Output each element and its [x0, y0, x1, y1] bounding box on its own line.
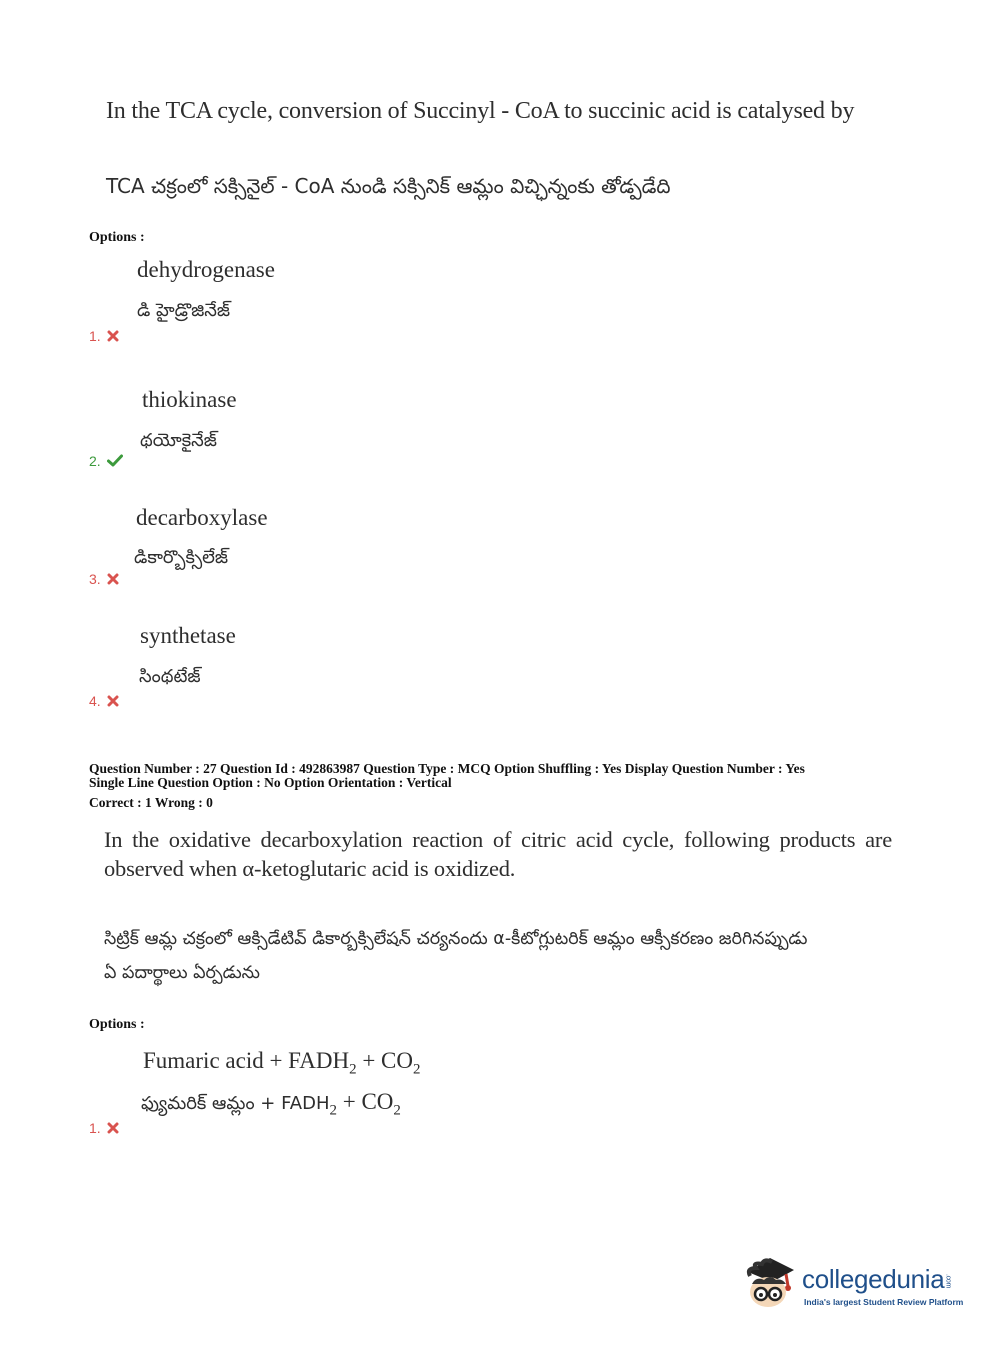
check-icon	[107, 454, 121, 468]
option-1-text-en: dehydrogenase	[137, 257, 275, 282]
brand-com: .com	[944, 1274, 952, 1289]
option-2-text-te: థయోకైనేజ్	[140, 430, 217, 451]
option-1-text-te	[141, 1089, 401, 1120]
option-4-marker	[89, 693, 121, 709]
subscript-2: 2	[349, 1061, 357, 1078]
question-text-en-line-2: observed when α-ketoglutaric acid is oxidized.	[104, 856, 516, 881]
options-label: Options :	[89, 230, 145, 245]
question-meta-line-1: Question Number : 27 Question Id : 492863987 Question Type : MCQ Option Shuffling : Yes Display Question Number : Yes	[89, 761, 805, 776]
option-1-formula-prefix-te: ఫ్యుమరిక్ ఆమ్లం + FADH	[141, 1093, 330, 1114]
question-text-te: TCA చక్రంలో సక్సినైల్ - CoA నుండి సక్సినిక్ ఆమ్లం విచ్ఛిన్నంకు తోడ్పడేది	[106, 174, 671, 198]
options-label: Options :	[89, 1017, 145, 1032]
collegedunia-logo[interactable]	[742, 1250, 972, 1312]
question-score-line: Correct : 1 Wrong : 0	[89, 795, 213, 810]
question-text-en-line-1: In the oxidative decarboxylation reaction of citric acid cycle, following products are	[104, 827, 892, 852]
cross-icon	[107, 329, 121, 343]
option-1-text-te: డి హైడ్రొజినేజ్	[137, 300, 231, 321]
option-1-text-en	[143, 1048, 420, 1079]
cross-icon	[107, 1121, 121, 1135]
cross-icon	[107, 572, 121, 586]
mascot-icon	[742, 1250, 800, 1310]
option-number: 2.	[89, 453, 101, 469]
option-1-marker	[89, 328, 121, 344]
question-text-en: In the TCA cycle, conversion of Succinyl - CoA to succinic acid is catalysed by	[106, 98, 855, 124]
option-number: 4.	[89, 693, 101, 709]
option-3-marker	[89, 571, 121, 587]
option-number: 1.	[89, 328, 101, 344]
option-4-text-en: synthetase	[140, 623, 236, 648]
subscript-2: 2	[329, 1102, 337, 1119]
question-meta-line-2: Single Line Question Option : No Option Orientation : Vertical	[89, 775, 452, 790]
option-number: 1.	[89, 1120, 101, 1136]
question-text-te-line-1: సిట్రిక్ ఆమ్ల చక్రంలో ఆక్సిడేటివ్ డికార్బక్సిలేషన్ చర్యనందు α-కీటోగ్లుటరిక్ ఆమ్లం ఆక్సీకరణం జరిగినప్పుడు	[104, 929, 808, 949]
brand-name: collegedunia	[802, 1264, 945, 1294]
option-number: 3.	[89, 571, 101, 587]
subscript-2: 2	[412, 1061, 421, 1078]
formula-co: + CO	[336, 1089, 394, 1114]
option-3-text-te: డికార్బొక్సిలేజ్	[134, 547, 229, 568]
option-3-text-en: decarboxylase	[136, 505, 268, 530]
option-2-text-en: thiokinase	[142, 387, 237, 412]
option-1-formula-prefix: Fumaric acid + FADH	[143, 1048, 350, 1073]
formula-co: + CO	[356, 1048, 413, 1073]
subscript-2: 2	[393, 1102, 401, 1119]
option-2-marker	[89, 453, 121, 469]
question-text-te-line-2: ఏ పదార్థాలు ఏర్పడును	[104, 963, 260, 983]
cross-icon	[107, 694, 121, 708]
brand-tagline: India's largest Student Review Platform	[804, 1297, 964, 1307]
option-4-text-te: సింథటేజ్	[139, 666, 201, 687]
option-1-marker	[89, 1120, 121, 1136]
